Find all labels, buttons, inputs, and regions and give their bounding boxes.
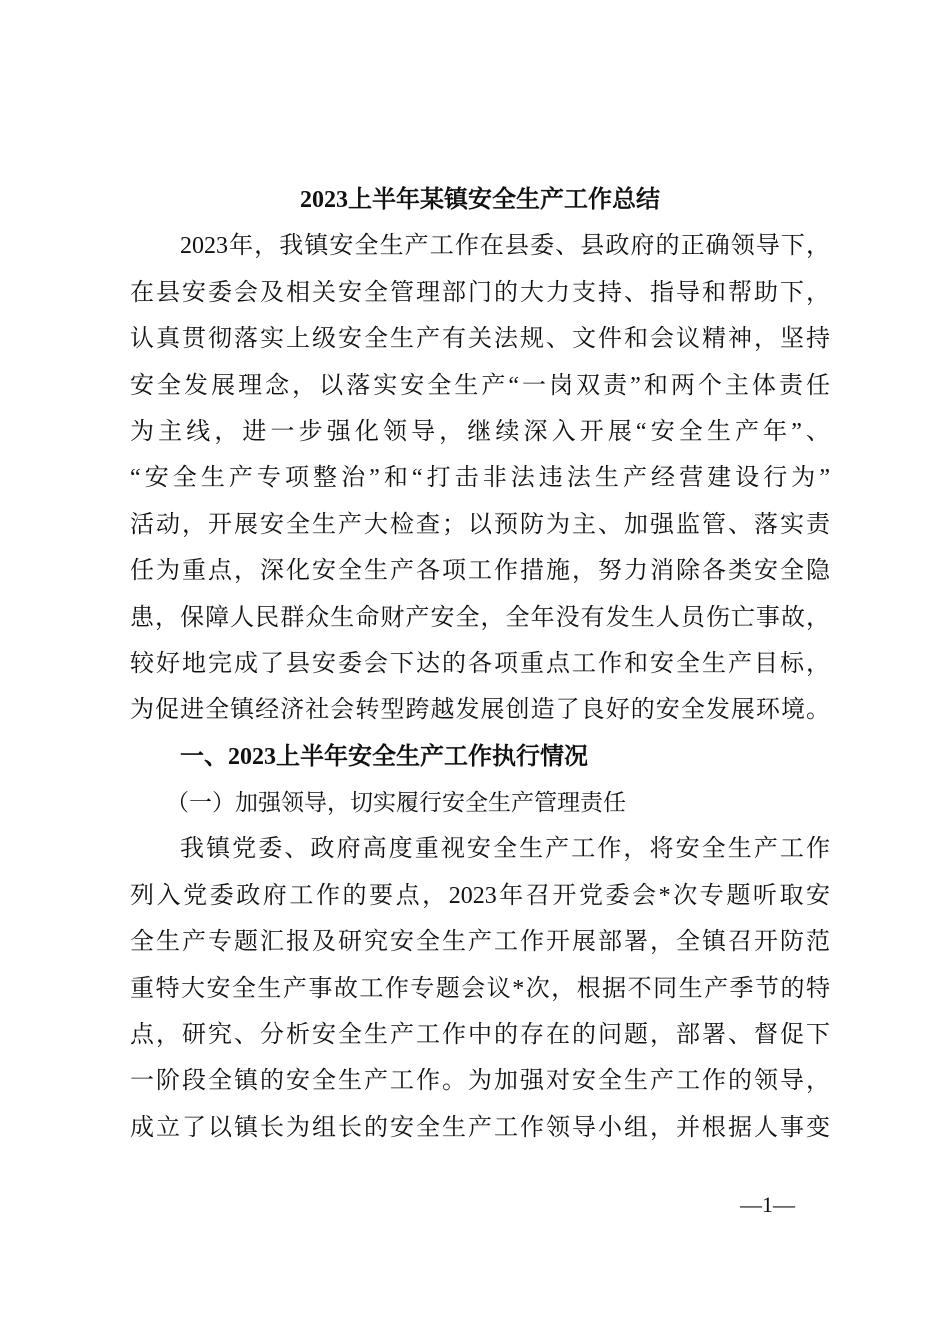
document-page: [130, 177, 830, 1151]
paragraph-line: 成立了以镇长为组长的安全生产工作领导小组，并根据人事变: [130, 1114, 830, 1141]
paragraph-line: 2023年，我镇安全生产工作在县委、县政府的正确领导下，: [180, 233, 830, 260]
paragraph-line: 认真贯彻落实上级安全生产有关法规、文件和会议精神，坚持: [130, 326, 830, 353]
paragraph-line: 我镇党委、政府高度重视安全生产工作，将安全生产工作: [180, 836, 830, 863]
paragraph-line: “安全生产专项整治”和“打击非法违法生产经营建设行为”: [130, 465, 830, 492]
page-number: —1—: [740, 1192, 795, 1217]
paragraph-line: 活动，开展安全生产大检查；以预防为主、加强监管、落实责: [130, 511, 830, 538]
subsection-heading: （一）加强领导，切实履行安全生产管理责任: [166, 790, 626, 816]
document-title: 2023上半年某镇安全生产工作总结: [300, 187, 660, 213]
paragraph-line: 全生产专题汇报及研究安全生产工作开展部署，全镇召开防范: [130, 929, 830, 956]
paragraph-line: 为主线，进一步强化领导，继续深入开展“安全生产年”、: [130, 418, 830, 445]
paragraph-line: 患，保障人民群众生命财产安全，全年没有发生人员伤亡事故，: [130, 604, 830, 631]
paragraph-line: 较好地完成了县安委会下达的各项重点工作和安全生产目标，: [130, 650, 830, 677]
section-heading: 一、2023上半年安全生产工作执行情况: [180, 743, 588, 770]
paragraph-line: 任为重点，深化安全生产各项工作措施，努力消除各类安全隐: [130, 558, 830, 585]
paragraph-line: 安全发展理念，以落实安全生产“一岗双责”和两个主体责任: [130, 372, 830, 399]
paragraph-1: [130, 223, 830, 733]
paragraph-line: 在县安委会及相关安全管理部门的大力支持、指导和帮助下，: [130, 279, 830, 306]
paragraph-line: 点，研究、分析安全生产工作中的存在的问题，部署、督促下: [130, 1022, 830, 1049]
paragraph-line: 重特大安全生产事故工作专题会议*次，根据不同生产季节的特: [130, 975, 830, 1002]
paragraph-line: 列入党委政府工作的要点，2023年召开党委会*次专题听取安: [130, 882, 830, 909]
paragraph-2: [130, 826, 830, 1151]
paragraph-line: 一阶段全镇的安全生产工作。为加强对安全生产工作的领导，: [130, 1068, 830, 1095]
paragraph-line: 为促进全镇经济社会转型跨越发展创造了良好的安全发展环境。: [130, 697, 830, 724]
